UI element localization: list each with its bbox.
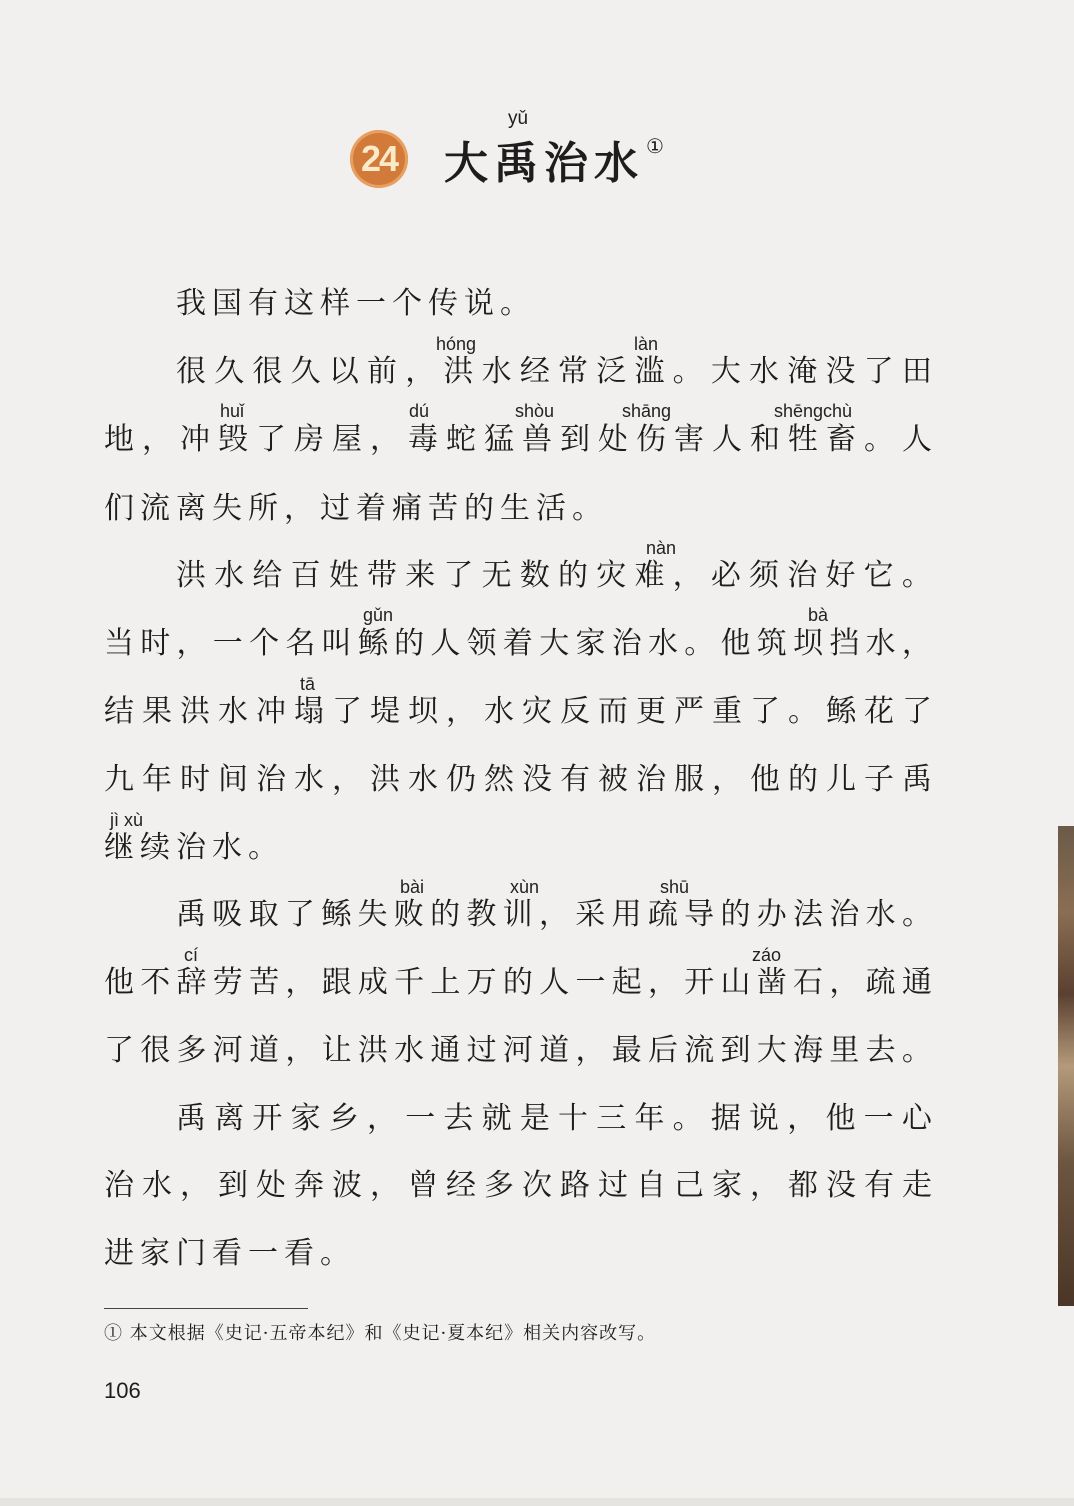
text-line: 结 果 洪 水 冲 塌 了 堤 坝 ， 水 灾 反 而 更 严 重 了 。 鲧 花 了 <box>104 694 932 729</box>
text-line: 治 水 ， 到 处 奔 波 ， 曾 经 多 次 路 过 自 己 家 ， 都 没 有 走 <box>104 1168 932 1203</box>
text-line: 禹 离 开 家 乡 ， 一 去 就 是 十 三 年 。 据 说 ， 他 一 心 <box>176 1101 932 1136</box>
text-line: 进家门看一看。 <box>104 1236 356 1271</box>
lesson-number: 24 <box>360 138 398 179</box>
pinyin-bai: bài <box>400 877 425 897</box>
text-line: 禹 吸 取 了 鲧 失 败 的 教 训 ， 采 用 疏 导 的 办 法 治 水 。 <box>176 897 932 932</box>
text-line: 继续治水。 <box>104 830 284 865</box>
text-line: 我国有这样一个传说。 <box>176 286 536 321</box>
text-line: 地 ， 冲 毁 了 房 屋 ， 毒 蛇 猛 兽 到 处 伤 害 人 和 牲 畜 。 人 <box>104 422 932 457</box>
pinyin-shengchu: shēngchù <box>774 401 853 421</box>
pinyin-zao: záo <box>752 945 782 965</box>
lesson-header <box>350 108 670 198</box>
pinyin-lan: làn <box>634 334 659 354</box>
pinyin-ta: tā <box>300 674 316 694</box>
pinyin-jixu: jì xù <box>110 810 144 830</box>
pinyin-hui: huǐ <box>220 401 245 421</box>
text-line: 了 很 多 河 道 ， 让 洪 水 通 过 河 道 ， 最 后 流 到 大 海 里 去 。 <box>104 1033 932 1068</box>
page-number: 106 <box>104 1378 141 1403</box>
text-line: 他 不 辞 劳 苦 ， 跟 成 千 上 万 的 人 一 起 ， 开 山 凿 石 ， 疏 通 <box>104 965 932 1000</box>
text-line: 当 时 ， 一 个 名 叫 鲧 的 人 领 着 大 家 治 水 。 他 筑 坝 挡 水 ， <box>104 626 932 661</box>
footnote: ① 本文根据《史记·五帝本纪》和《史记·夏本纪》相关内容改写。 <box>104 1323 657 1344</box>
pinyin-ba: bà <box>808 605 829 625</box>
illustration-edge <box>1058 826 1074 1306</box>
pinyin-shou: shòu <box>515 401 555 421</box>
pinyin-xun: xùn <box>510 877 540 897</box>
pinyin-shang: shāng <box>622 401 672 421</box>
pinyin-gun: gǔn <box>363 605 394 625</box>
footnote-divider <box>104 1308 308 1309</box>
lesson-title <box>444 134 670 189</box>
text-line: 很 久 很 久 以 前 ， 洪 水 经 常 泛 滥 。 大 水 淹 没 了 田 <box>176 354 932 389</box>
text-line: 们流离失所，过着痛苦的生活。 <box>104 491 608 526</box>
page-bottom-edge <box>0 1498 1074 1506</box>
pinyin-nan: nàn <box>646 538 677 558</box>
text-line: 洪 水 给 百 姓 带 来 了 无 数 的 灾 难 ， 必 须 治 好 它 。 <box>176 558 932 593</box>
pinyin-shu: shū <box>660 877 690 897</box>
pinyin-yu: yǔ <box>508 108 529 129</box>
lesson-title-text: 大禹治水 <box>444 138 644 189</box>
footnote-marker: ① <box>646 134 670 158</box>
pinyin-hong: hóng <box>436 334 477 354</box>
lesson-number-badge <box>350 130 408 188</box>
text-line: 九 年 时 间 治 水 ， 洪 水 仍 然 没 有 被 治 服 ， 他 的 儿 子 禹 <box>104 762 932 797</box>
pinyin-du: dú <box>409 401 430 421</box>
pinyin-ci: cí <box>184 945 199 965</box>
